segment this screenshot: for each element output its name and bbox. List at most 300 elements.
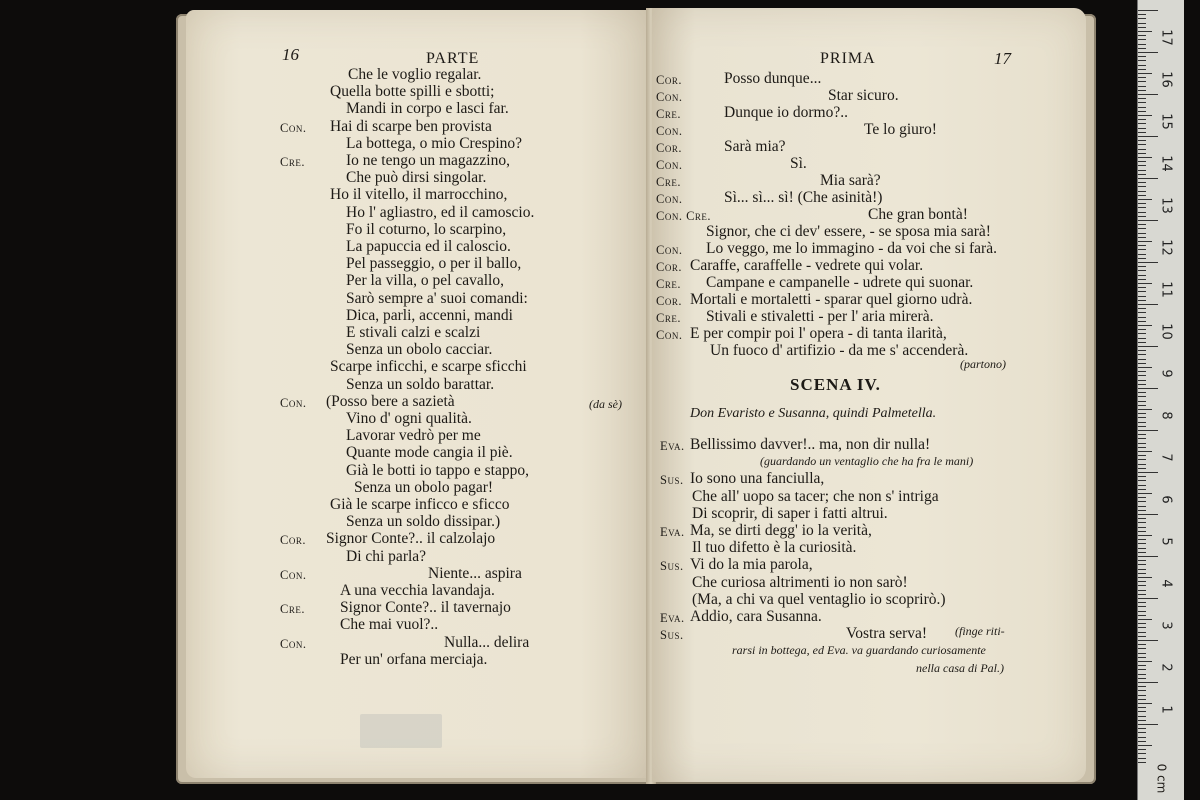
ruler-number: 16 [1158, 71, 1174, 88]
speaker-label: Con. [280, 120, 307, 135]
verse-line: Caraffe, caraffelle - vedrete qui volar. [690, 257, 924, 274]
ruler-tick [1138, 153, 1146, 154]
ruler-tick [1138, 363, 1146, 364]
speaker-label: Cor. [656, 73, 682, 87]
ruler-tick [1138, 304, 1158, 305]
ruler-tick [1138, 510, 1146, 511]
ruler-tick [1138, 758, 1146, 759]
ruler-tick [1138, 212, 1146, 213]
ruler-tick [1138, 434, 1146, 435]
ruler-tick [1138, 258, 1146, 259]
verse-line: Che curiosa altrimenti io non sarò! [692, 573, 908, 591]
ruler-tick [1138, 543, 1146, 544]
speaker-label: Con. [656, 328, 683, 342]
ruler-tick [1138, 207, 1146, 208]
verse-line: (Posso bere a sazietà [326, 392, 455, 410]
ruler-tick [1138, 350, 1146, 351]
ruler-tick [1138, 451, 1152, 452]
ruler-tick [1138, 14, 1146, 15]
ruler-tick [1138, 254, 1146, 255]
ruler-tick [1138, 60, 1146, 61]
verse-line: Io ne tengo un magazzino, [346, 152, 510, 169]
verse-line: Per un' orfana merciaja. [340, 650, 488, 668]
measurement-ruler [1137, 0, 1184, 800]
ruler-tick [1138, 724, 1158, 725]
ruler-tick [1138, 556, 1158, 557]
ruler-tick [1138, 90, 1146, 91]
speaker-label: Con. [656, 124, 683, 138]
ruler-tick [1138, 569, 1146, 570]
ruler-number: 1 [1158, 705, 1174, 714]
ruler-tick [1138, 741, 1146, 742]
ruler-tick [1138, 216, 1146, 217]
ruler-tick [1138, 485, 1146, 486]
verse-line: Senza un obolo pagar! [354, 478, 494, 496]
verse-line: Io sono una fanciulla, [690, 470, 825, 488]
ruler-tick [1138, 413, 1146, 414]
ruler-tick [1138, 128, 1146, 129]
ruler-tick [1138, 140, 1146, 141]
ruler-tick [1138, 338, 1146, 339]
verse-line: Campane e campanelle - udrete qui suonar. [706, 274, 974, 291]
ruler-tick [1138, 308, 1146, 309]
verse-line: Ma, se dirti degg' io la verità, [690, 522, 872, 539]
verse-line: Lo veggo, me lo immagino - da voi che si farà. [706, 240, 997, 257]
ruler-tick [1138, 577, 1152, 578]
ruler-tick [1138, 653, 1146, 654]
ruler-tick [1138, 728, 1146, 729]
ruler-tick [1138, 18, 1146, 19]
ruler-tick [1138, 619, 1152, 620]
ruler-tick [1138, 94, 1158, 95]
ruler-tick [1138, 346, 1158, 347]
speaker-label: Con. [280, 395, 307, 410]
verse-line: Già le botti io tappo e stappo, [346, 461, 529, 479]
ruler-tick [1138, 115, 1152, 116]
speaker-label: Con. [280, 567, 307, 582]
speaker-label: Con. [656, 158, 683, 172]
ruler-tick [1138, 430, 1158, 431]
ruler-number: 3 [1158, 621, 1174, 630]
ruler-tick [1138, 539, 1146, 540]
speaker-label: Cre. [280, 602, 305, 617]
stage-direction-2: rarsi in bottega, ed Eva. va guardando curiosamente [732, 643, 986, 657]
ruler-tick [1138, 669, 1146, 670]
ruler-tick [1138, 111, 1146, 112]
speaker-label: Sus. [660, 473, 684, 488]
ruler-tick [1138, 623, 1146, 624]
ruler-tick [1138, 749, 1146, 750]
ruler-tick [1138, 627, 1146, 628]
speaker-label: Cre. [656, 277, 681, 291]
ruler-number: 9 [1158, 369, 1174, 378]
ruler-tick [1138, 384, 1146, 385]
ruler-tick [1138, 405, 1146, 406]
verse-line: Che può dirsi singolar. [346, 169, 487, 187]
ruler-tick [1138, 245, 1146, 246]
verse-line: La bottega, o mio Crespino? [346, 134, 523, 152]
ruler-tick [1138, 720, 1146, 721]
verse-line: Signor, che ci dev' essere, - se sposa mia sarà! [706, 223, 991, 240]
ruler-tick [1138, 594, 1146, 595]
ruler-tick [1138, 497, 1146, 498]
verse-line: Di chi parla? [346, 547, 427, 565]
ruler-tick [1138, 354, 1146, 355]
verse-line: E stivali calzi e scalzi [346, 324, 481, 341]
ruler-tick [1138, 615, 1146, 616]
ruler-tick [1138, 69, 1146, 70]
ruler-tick [1138, 480, 1146, 481]
speaker-label: Cor. [656, 294, 682, 308]
ruler-tick [1138, 224, 1146, 225]
verse-line: Che le voglio regalar. [348, 66, 482, 83]
verse-line: Vostra serva! [846, 625, 928, 643]
ruler-tick [1138, 443, 1146, 444]
verse-line: Il tuo difetto è la curiosità. [692, 539, 857, 557]
stage-direction-1: (finge riti- [955, 624, 1005, 638]
ruler-tick [1138, 665, 1146, 666]
speaker-label: Con. [656, 192, 683, 206]
verse-line: Stivali e stivaletti - per l' aria mirerà. [706, 308, 934, 325]
ruler-tick [1138, 661, 1152, 662]
ruler-number: 7 [1158, 453, 1174, 462]
ruler-tick [1138, 560, 1146, 561]
ruler-tick [1138, 598, 1158, 599]
verse-line: (guardando un ventaglio che ha fra le mani) [760, 454, 974, 469]
ruler-tick [1138, 388, 1158, 389]
speaker-label: Cre. [656, 175, 681, 189]
ruler-tick [1138, 602, 1146, 603]
ruler-tick [1138, 157, 1152, 158]
ruler-number: 4 [1158, 579, 1174, 588]
ruler-tick [1138, 149, 1146, 150]
ruler-tick [1138, 648, 1146, 649]
ruler-tick [1138, 52, 1158, 53]
ruler-tick [1138, 686, 1146, 687]
ruler-tick [1138, 237, 1146, 238]
ruler-tick [1138, 422, 1146, 423]
aside-direction: (da sè) [589, 397, 622, 411]
ruler-tick [1138, 371, 1146, 372]
ruler-tick [1138, 695, 1146, 696]
verse-line: Mortali e mortaletti - sparar quel giorno udrà. [690, 291, 973, 308]
ruler-tick [1138, 333, 1146, 334]
ruler-tick [1138, 455, 1146, 456]
verse-line: Senza un soldo dissipar.) [346, 513, 501, 531]
verse-line: A una vecchia lavandaja. [340, 582, 495, 599]
ruler-tick [1138, 321, 1146, 322]
ruler-tick [1138, 220, 1158, 221]
ruler-tick [1138, 636, 1146, 637]
ruler-number: 17 [1158, 29, 1174, 46]
ruler-tick [1138, 552, 1146, 553]
verse-line: Quella botte spilli e sbotti; [330, 83, 495, 101]
ruler-tick [1138, 682, 1158, 683]
ruler-tick [1138, 291, 1146, 292]
verse-line: Per la villa, o pel cavallo, [346, 272, 504, 290]
ruler-tick [1138, 270, 1146, 271]
ruler-tick [1138, 312, 1146, 313]
verse-line: Fo il coturno, lo scarpino, [346, 220, 507, 238]
ruler-number: 11 [1158, 281, 1174, 298]
verse-line: Quante mode cangia il piè. [346, 444, 513, 462]
ruler-tick [1138, 762, 1146, 763]
ruler-tick [1138, 35, 1146, 36]
ruler-tick [1138, 678, 1146, 679]
ruler-tick [1138, 10, 1158, 11]
ruler-tick [1138, 342, 1146, 343]
ruler-number: 8 [1158, 411, 1174, 420]
ruler-tick [1138, 711, 1146, 712]
ruler-tick [1138, 367, 1152, 368]
ruler-tick [1138, 102, 1146, 103]
ruler-tick [1138, 81, 1146, 82]
ruler-tick [1138, 107, 1146, 108]
ruler-tick [1138, 73, 1152, 74]
verse-line: Nulla... delira [444, 633, 530, 651]
speaker-label: Con. Cre. [656, 209, 712, 223]
ruler-tick [1138, 262, 1158, 263]
verse-line: Senza un obolo cacciar. [346, 341, 493, 359]
ruler-tick [1138, 707, 1146, 708]
ruler-tick [1138, 737, 1146, 738]
verse-line: Signor Conte?.. il calzolajo [326, 530, 496, 548]
verse-line: Vino d' ogni qualità. [346, 410, 472, 427]
ruler-tick [1138, 564, 1146, 565]
speaker-label: Eva. [660, 439, 685, 453]
verse-line: Lavorar vedrò per me [346, 427, 481, 445]
ruler-tick [1138, 447, 1146, 448]
ruler-tick [1138, 186, 1146, 187]
speaker-label: Cre. [280, 155, 305, 169]
scene-persons: Don Evaristo e Susanna, quindi Palmetella. [690, 406, 937, 421]
ruler-tick [1138, 170, 1146, 171]
ruler-unit-label: 0 cm [1154, 763, 1169, 794]
ruler-tick [1138, 287, 1146, 288]
speaker-label: Cre. [656, 107, 681, 121]
ruler-tick [1138, 506, 1146, 507]
ruler-tick [1138, 409, 1152, 410]
verse-line: Hai di scarpe ben provista [330, 117, 492, 135]
right-running-header: PRIMA [820, 50, 876, 67]
speaker-label: Sus. [660, 628, 684, 643]
ruler-tick [1138, 182, 1146, 183]
ruler-tick [1138, 23, 1146, 24]
ruler-tick [1138, 476, 1146, 477]
verse-line: Che mai vuol?.. [340, 616, 439, 634]
ruler-tick [1138, 464, 1146, 465]
ruler-tick [1138, 86, 1146, 87]
ruler-number: 14 [1158, 155, 1174, 172]
ruler-tick [1138, 329, 1146, 330]
ruler-tick [1138, 266, 1146, 267]
ruler-tick [1138, 325, 1152, 326]
verse-line: Scarpe inficchi, e scarpe sficchi [330, 358, 527, 376]
verse-line: Bellissimo davver!.. ma, non dir nulla! [690, 436, 931, 453]
verse-line: Pel passeggio, o per il ballo, [346, 255, 522, 273]
speaker-label: Eva. [660, 525, 685, 539]
ruler-tick [1138, 632, 1146, 633]
ruler-tick [1138, 44, 1146, 45]
ruler-tick [1138, 48, 1146, 49]
verse-line: Che all' uopo sa tacer; che non s' intriga [692, 487, 939, 505]
ruler-tick [1138, 228, 1146, 229]
ruler-tick [1138, 300, 1146, 301]
ruler-tick [1138, 401, 1146, 402]
ruler-tick [1138, 489, 1146, 490]
ruler-tick [1138, 123, 1146, 124]
verse-line: Signor Conte?.. il tavernajo [340, 599, 511, 617]
ruler-tick [1138, 396, 1146, 397]
verse-line: Vi do la mia parola, [690, 556, 813, 574]
ruler-tick [1138, 472, 1158, 473]
ruler-tick [1138, 699, 1146, 700]
ruler-tick [1138, 493, 1152, 494]
verse-line: Ho il vitello, il marrocchino, [330, 186, 508, 204]
ruler-tick [1138, 174, 1146, 175]
ruler-tick [1138, 753, 1146, 754]
verse-line: Che gran bontà! [868, 206, 968, 223]
speaker-label: Cor. [656, 260, 682, 274]
library-stamp [360, 714, 442, 748]
ruler-tick [1138, 233, 1146, 234]
verse-line: Niente... aspira [428, 564, 522, 582]
verse-line: (Ma, a chi va quel ventaglio io scoprirò.) [692, 590, 946, 608]
verse-line: E per compir poi l' opera - di tanta ilarità, [690, 325, 947, 342]
ruler-number: 6 [1158, 495, 1174, 504]
ruler-tick [1138, 241, 1152, 242]
ruler-tick [1138, 585, 1146, 586]
ruler-number: 15 [1158, 113, 1174, 130]
ruler-tick [1138, 380, 1146, 381]
ruler-tick [1138, 27, 1146, 28]
verse-line: Sarò sempre a' suoi comandi: [346, 289, 528, 307]
ruler-tick [1138, 392, 1146, 393]
verse-line: Addio, cara Susanna. [690, 608, 822, 625]
ruler-tick [1138, 144, 1146, 145]
ruler-tick [1138, 716, 1146, 717]
ruler-tick [1138, 165, 1146, 166]
verse-line: Già le scarpe inficco e sficco [330, 496, 510, 513]
ruler-tick [1138, 195, 1146, 196]
ruler-tick [1138, 136, 1158, 137]
speaker-label: Eva. [660, 611, 685, 625]
ruler-tick [1138, 161, 1146, 162]
ruler-tick [1138, 279, 1146, 280]
verse-line: Star sicuro. [828, 87, 899, 104]
ruler-tick [1138, 527, 1146, 528]
ruler-tick [1138, 640, 1158, 641]
ruler-tick [1138, 438, 1146, 439]
speaker-label: Con. [656, 243, 683, 257]
exit-direction: (partono) [960, 357, 1006, 371]
verse-line: Dica, parli, accenni, mandi [346, 306, 513, 324]
ruler-tick [1138, 468, 1146, 469]
ruler-tick [1138, 590, 1146, 591]
verse-line: Ho l' agliastro, ed il camoscio. [346, 203, 535, 221]
speaker-label: Sus. [660, 559, 684, 574]
ruler-tick [1138, 573, 1146, 574]
ruler-tick [1138, 514, 1158, 515]
ruler-tick [1138, 745, 1152, 746]
verse-line: Te lo giuro! [864, 121, 937, 138]
ruler-tick [1138, 417, 1146, 418]
verse-line: Sì. [790, 155, 807, 172]
ruler-number: 5 [1158, 537, 1174, 546]
ruler-tick [1138, 65, 1146, 66]
ruler-tick [1138, 56, 1146, 57]
ruler-tick [1138, 690, 1146, 691]
ruler-tick [1138, 178, 1158, 179]
verse-line: Mandi in corpo e lasci far. [346, 100, 509, 118]
ruler-tick [1138, 657, 1146, 658]
ruler-tick [1138, 375, 1146, 376]
ruler-number: 2 [1158, 663, 1174, 672]
ruler-tick [1138, 39, 1146, 40]
verse-line: Sì... sì... sì! (Che asinità!) [724, 189, 883, 206]
ruler-tick [1138, 359, 1146, 360]
ruler-tick [1138, 249, 1146, 250]
ruler-tick [1138, 703, 1152, 704]
ruler-tick [1138, 31, 1152, 32]
ruler-tick [1138, 644, 1146, 645]
ruler-tick [1138, 606, 1146, 607]
verse-line: Sarà mia? [724, 138, 786, 155]
ruler-tick [1138, 611, 1146, 612]
ruler-tick [1138, 199, 1152, 200]
verse-line: La papuccia ed il caloscio. [346, 238, 511, 255]
ruler-tick [1138, 732, 1146, 733]
ruler-tick [1138, 98, 1146, 99]
right-page-number: 17 [994, 49, 1011, 68]
ruler-tick [1138, 132, 1146, 133]
ruler-tick [1138, 522, 1146, 523]
ruler-tick [1138, 535, 1152, 536]
verse-line: Dunque io dormo?.. [724, 104, 848, 121]
left-page-number: 16 [282, 45, 299, 64]
ruler-tick [1138, 77, 1146, 78]
verse-line: Un fuoco d' artifizio - da me s' accenderà. [710, 342, 969, 359]
verse-line: Posso dunque... [724, 70, 822, 87]
ruler-tick [1138, 317, 1146, 318]
ruler-tick [1138, 275, 1146, 276]
scene-title: SCENA IV. [790, 375, 881, 394]
ruler-tick [1138, 581, 1146, 582]
ruler-number: 10 [1158, 323, 1174, 340]
ruler-tick [1138, 459, 1146, 460]
left-running-header: PARTE [426, 50, 480, 67]
ruler-tick [1138, 119, 1146, 120]
ruler-tick [1138, 296, 1146, 297]
ruler-tick [1138, 518, 1146, 519]
verse-line: Di scoprir, di saper i fatti altrui. [692, 504, 888, 522]
ruler-tick [1138, 426, 1146, 427]
ruler-tick [1138, 501, 1146, 502]
ruler-number: 12 [1158, 239, 1174, 256]
ruler-tick [1138, 203, 1146, 204]
ruler-tick [1138, 191, 1146, 192]
speaker-label: Con. [656, 90, 683, 104]
ruler-number: 13 [1158, 197, 1174, 214]
ruler-tick [1138, 548, 1146, 549]
ruler-tick [1138, 283, 1152, 284]
speaker-label: Cre. [656, 311, 681, 325]
stage-direction-3: nella casa di Pal.) [916, 661, 1004, 675]
speaker-label: Cor. [656, 141, 682, 155]
ruler-tick [1138, 674, 1146, 675]
speaker-label: Con. [280, 636, 307, 651]
verse-line: Mia sarà? [820, 172, 881, 189]
